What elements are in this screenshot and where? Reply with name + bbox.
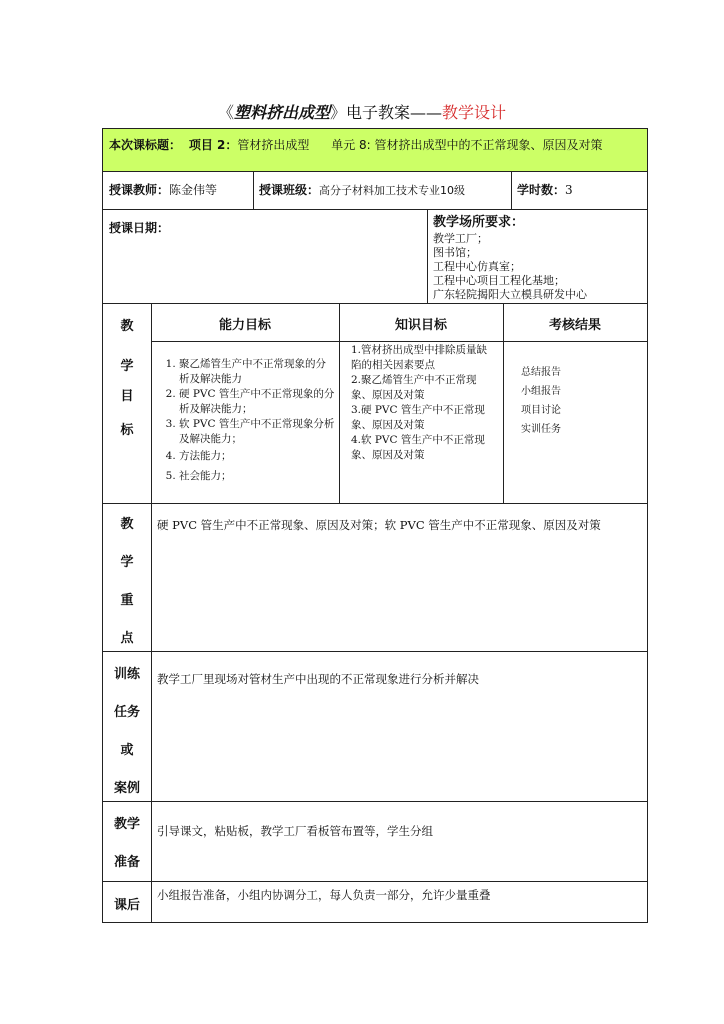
ability-header: 能力目标	[218, 318, 271, 333]
training-side-label: 训练 任务 或 案例	[113, 667, 140, 796]
venue-item: 广东轻院揭阳大立模具研发中心	[433, 288, 587, 301]
key-points-side-label: 教 学 重 点	[120, 517, 134, 646]
venue-item: 工程中心项目工程化基地；	[433, 274, 565, 287]
assess-header: 考核结果	[548, 318, 601, 333]
venue-item: 图书馆；	[433, 246, 477, 259]
preparation-side-label: 教学 准备	[113, 817, 140, 870]
key-points-text: 硬 PVC 管生产中不正常现象、原因及对策；软 PVC 管生产中不正常现象、原因及对策	[157, 518, 601, 532]
topic-row: 本次课标题： 项目 2：管材挤出成型 单元 8: 管材挤出成型中的不正常现象、原因及对策	[103, 129, 647, 171]
assess-item: 小组报告	[521, 386, 561, 397]
page-title: 《塑料挤出成型》电子教案——教学设计	[217, 103, 507, 122]
after-class-text: 小组报告准备，小组内协调分工，每人负责一部分，允许少量重叠	[157, 888, 491, 902]
ability-list	[151, 341, 339, 503]
objectives-side-label: 教 学 目 标	[120, 319, 134, 438]
knowledge-header: 知识目标	[394, 318, 447, 333]
assess-item: 实训任务	[521, 424, 561, 435]
teacher-cell: 授课教师：陈金伟等	[109, 183, 218, 197]
knowledge-item: 4.软 PVC 管生产中不正常现象、原因及对策	[351, 434, 485, 461]
assess-item: 项目讨论	[521, 405, 561, 416]
venue-item: 教学工厂；	[433, 232, 488, 245]
hours-cell: 学时数：3	[517, 183, 573, 197]
knowledge-list	[339, 341, 503, 503]
training-text: 教学工厂里现场对管材生产中出现的不正常现象进行分析并解决	[157, 672, 479, 686]
assess-item: 总结报告	[521, 367, 561, 378]
ability-item: 2. 硬 PVC 管生产中不正常现象的分析及解决能力；	[179, 387, 335, 417]
knowledge-item: 1.管材挤出成型中排除质量缺陷的相关因素要点	[351, 344, 488, 371]
ability-item: 3. 软 PVC 管生产中不正常现象分析及解决能力；	[179, 417, 335, 447]
lesson-plan-table	[102, 128, 648, 923]
ability-item: 5. 社会能力；	[179, 469, 335, 484]
venue-cell: 教学场所要求： 教学工厂； 图书馆； 工程中心仿真室； 工程中心项目工程化基地； 广东轻院揭阳大立模具研发中心	[427, 209, 647, 303]
after-class-side-label: 课后	[113, 898, 140, 913]
venue-item: 工程中心仿真室；	[433, 260, 521, 273]
ability-item: 1. 聚乙烯管生产中不正常现象的分析及解决能力	[179, 357, 335, 387]
preparation-text: 引导课文，粘贴板，教学工厂看板管布置等，学生分组	[157, 824, 433, 838]
knowledge-item: 3.硬 PVC 管生产中不正常现象、原因及对策	[351, 404, 485, 431]
date-cell: 授课日期：	[109, 221, 170, 235]
assess-list	[503, 341, 647, 503]
ability-item: 4. 方法能力；	[179, 449, 335, 464]
class-cell: 授课班级：高分子材料加工技术专业10级	[259, 183, 466, 197]
knowledge-item: 2.聚乙烯管生产中不正常现象、原因及对策	[351, 374, 477, 401]
